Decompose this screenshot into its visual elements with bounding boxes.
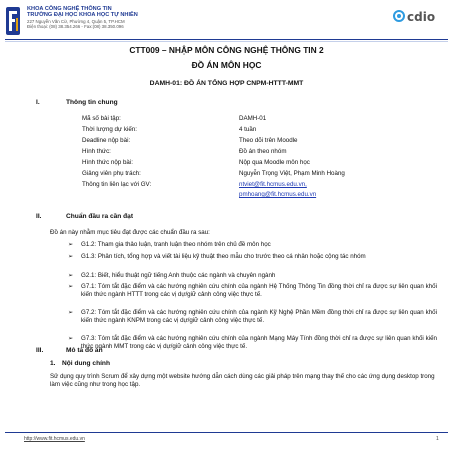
info-row-lecturer: [82, 170, 442, 180]
section-3-number: III.: [36, 347, 44, 354]
outcome-text: G7.1: Tóm tắt đặc điểm và các hướng nghiên cứu chính của ngành Hệ Thống Thông Tin đồng thời chỉ ra được sự liên quan khối kiến thức ngành HTTT trong các vị dự/giữ cảnh công việc thực tế.: [81, 283, 437, 299]
section-2-intro: Đồ án này nhằm mục tiêu đạt được các chuẩn đầu ra sau:: [50, 229, 210, 236]
info-value: Nộp qua Moodle môn học: [239, 159, 310, 166]
info-key: Giảng viên phụ trách:: [82, 170, 141, 177]
assignment-title: DAMH-01: ĐỒ ÁN TỔNG HỢP CNPM-HTTT-MMT: [149, 80, 304, 87]
section-2-label: Chuẩn đầu ra cần đạt: [66, 213, 134, 220]
cdio-logo-text: cdio: [407, 10, 436, 24]
info-row-code: [82, 115, 442, 125]
section-3-label: Mô tả đồ án: [66, 347, 103, 354]
cdio-logo-icon: [393, 6, 445, 26]
info-row-duration: [82, 126, 442, 136]
info-key: Thời lượng dự kiến:: [82, 126, 137, 133]
bullet-icon: ➢: [68, 309, 74, 316]
bullet-icon: ➢: [68, 241, 74, 248]
document-title: ĐỒ ÁN MÔN HỌC: [191, 60, 262, 70]
outcome-text: G7.3: Tóm tắt đặc điểm và các hướng nghiên cứu chính của ngành Mạng Máy Tính đồng thời chỉ ra được sự liên quan khối kiến thức ngành MMT trong các vị dự/giữ cảnh công việc thực tế.: [81, 335, 437, 351]
section-2-number: II.: [36, 213, 42, 220]
info-row-submission: [82, 159, 442, 169]
contact-email-link-2[interactable]: pmhoang@fit.hcmus.edu.vn: [239, 191, 317, 198]
faculty-name: KHOA CÔNG NGHỆ THÔNG TIN: [27, 6, 112, 12]
school-phone: Điện thoại: (08) 38.354.266 - Fax:(08) 38.350.096: [27, 24, 124, 30]
info-value: DAMH-01: [239, 115, 267, 122]
bullet-icon: ➢: [68, 283, 74, 290]
outcome-text: G1.3: Phân tích, tổng hợp và viết tài liệu kỹ thuật theo mẫu cho trước theo cá nhân hoặc cộng tác nhóm: [81, 253, 366, 260]
section-1-number: I.: [36, 99, 40, 106]
header-divider-light: [5, 41, 448, 42]
subsection-1-label: Nội dung chính: [62, 360, 110, 367]
info-row-format: [82, 148, 442, 158]
fit-logo-icon: [5, 6, 21, 36]
info-row-deadline: [82, 137, 442, 147]
footer-website-link[interactable]: http://www.fit.hcmus.edu.vn: [24, 436, 85, 442]
footer-divider: [5, 432, 448, 433]
page-number: 1: [436, 436, 439, 442]
school-contact: [27, 19, 125, 29]
info-key: Deadline nộp bài:: [82, 137, 131, 144]
contact-email-link-1[interactable]: ntviet@fit.hcmus.edu.vn,: [239, 181, 307, 188]
subsection-1-number: 1.: [50, 360, 56, 367]
info-key: Thông tin liên lạc với GV:: [82, 181, 152, 188]
info-value: Theo dõi trên Moodle: [239, 137, 298, 144]
course-title: CTT009 – NHẬP MÔN CÔNG NGHỆ THÔNG TIN 2: [129, 45, 324, 55]
bullet-icon: ➢: [68, 335, 74, 342]
section-1-label: Thông tin chung: [66, 99, 118, 106]
info-key: Hình thức:: [82, 148, 111, 155]
info-key: Mã số bài tập:: [82, 115, 121, 122]
header-divider: [5, 39, 448, 40]
bullet-icon: ➢: [68, 253, 74, 260]
school-address: 227 Nguyễn Văn Cừ, Phường 4, Quận 5, TP.HCM: [27, 19, 125, 24]
info-value: Đồ án theo nhóm: [239, 148, 287, 155]
section-3-body: Sử dụng quy trình Scrum để xây dựng một website hướng dẫn cách dùng các giải pháp trên mạng thay thế cho các ứng dụng desktop trong làm việc cũng như trong học tập.: [50, 373, 435, 389]
info-row-contact: [82, 181, 442, 191]
info-row-contact-2: [82, 191, 442, 201]
info-value: Nguyễn Trọng Việt, Phạm Minh Hoàng: [239, 170, 345, 177]
bullet-icon: ➢: [68, 272, 74, 279]
outcome-text: G1.2: Tham gia thảo luận, tranh luận theo nhóm trên chủ đề môn học: [81, 241, 271, 248]
outcome-text: G2.1: Biết, hiểu thuật ngữ tiếng Anh thuộc các ngành và chuyên ngành: [81, 272, 276, 279]
info-key: Hình thức nộp bài:: [82, 159, 133, 166]
university-name: TRƯỜNG ĐẠI HỌC KHOA HỌC TỰ NHIÊN: [27, 12, 138, 19]
info-value: 4 tuần: [239, 126, 257, 133]
outcome-text: G7.2: Tóm tắt đặc điểm và các hướng nghiên cứu chính của ngành Kỹ Nghệ Phần Mềm đồng thời chỉ ra được sự liên quan khối kiến thức ngành KNPM trong các vị dự/giữ cảnh công việc thực tế.: [81, 309, 437, 325]
school-name: [27, 6, 138, 19]
